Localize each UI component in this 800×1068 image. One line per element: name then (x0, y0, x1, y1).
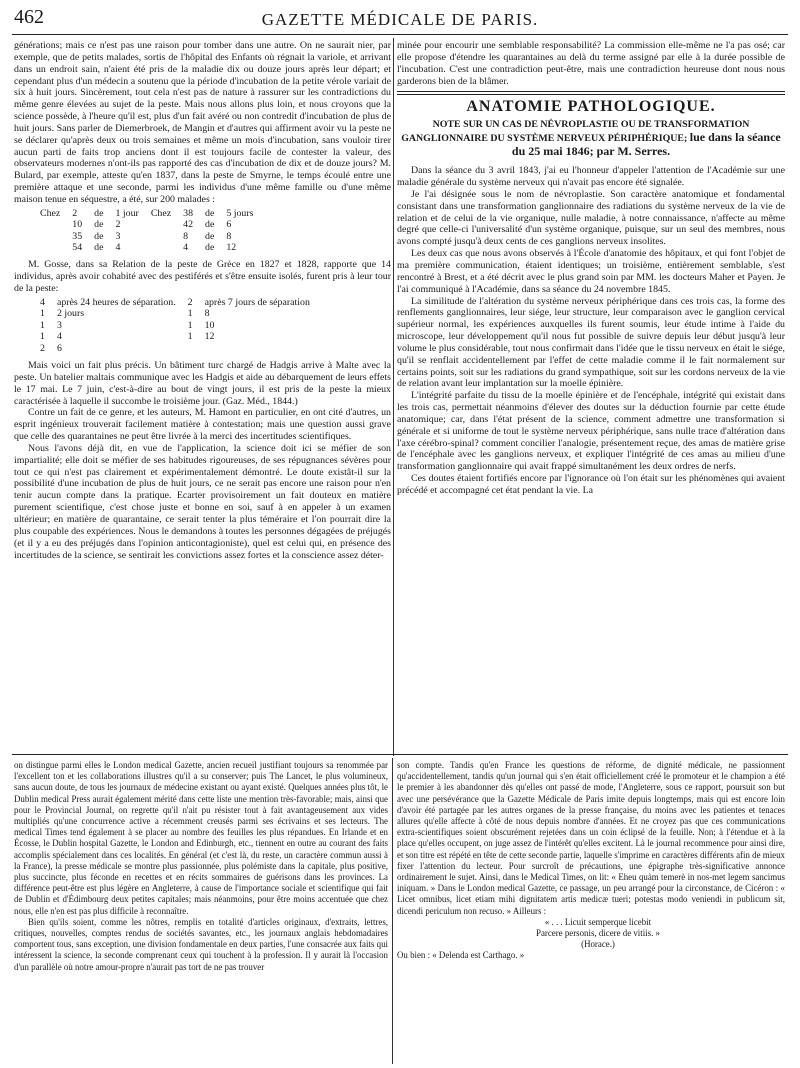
bulard-table-cell: de (94, 242, 104, 254)
bulard-table-row (34, 231, 259, 242)
bulard-table-cell (145, 231, 177, 242)
gosse-table-cell: 2 (187, 296, 193, 308)
right-paragraph-1: minée pour encourir une semblable responsabilité? La commission elle-même ne l'a pas osé; car elle propose d'étendre les quarantaines au delà du terme assigné par elle à la durée possible de l'incubation. C'est une contradiction peut-être, mais une contradiction heureuse dont nous nous garderons bien de la blâmer. (397, 40, 785, 87)
bulard-table-row (34, 219, 259, 230)
bulard-table-cell: de (205, 230, 215, 242)
right-paragraph-7: Ces doutes étaient fortifiés encore par l'ignorance où l'on était sur les phénomènes qui avaient précédé et accompagné cet état pendant la vie. La (397, 473, 785, 496)
gosse-table-row (34, 331, 316, 342)
bulard-table-cell: 12 (226, 242, 237, 254)
gosse-table-cell: 10 (204, 319, 215, 331)
left-paragraph-3: Mais voici un fait plus précis. Un bâtiment turc chargé de Hadgis arrive à Malte avec la peste. Un batelier maltais communique avec les Hadgis et aide au débarquement de leurs effets le 17 mai. Le 7 juin, c'est-à-dire au bout de vingt jours, il est pris de la peste la mieux caractérisée à laquelle il succombe le troisième jour. (Gaz. Méd., 1844.) (14, 360, 391, 407)
left-paragraph-4: Contre un fait de ce genre, et les auteurs, M. Hamont en particulier, en ont cité d'autres, un esprit ingénieux trouverait facilement matière à contestation; mais une question aussi grave que celle des quarantaines ne peut être livrée à la merci des incertitudes scientifiques. (14, 407, 391, 443)
bulard-table-cell: 42 (183, 219, 193, 231)
feuilleton-left-column (14, 760, 388, 1066)
feuilleton-closing: Ou bien : « Delenda est Carthago. » (397, 950, 525, 961)
page-number: 462 (14, 6, 44, 28)
gosse-table-cell: après 24 heures de séparation. (56, 296, 176, 308)
bulard-table-cell (145, 242, 177, 253)
left-paragraph-2: M. Gosse, dans sa Relation de la peste de Grèce en 1827 et 1828, rapporte que 14 individus, après avoir cohabité avec des pestiférés et s'être ensuite isolés, furent pris à leur tour de la peste: (14, 259, 391, 295)
bulard-table-cell: 4 (115, 242, 121, 254)
gosse-table-cell: 1 (40, 319, 45, 331)
note-title-line-2: lue dans la séance du 25 mai 1846; par M. Serres. (511, 130, 781, 159)
bulard-table-cell: de (94, 219, 104, 231)
gosse-table-cell (182, 343, 199, 354)
feuilleton-right-column (397, 760, 785, 1066)
section-title: ANATOMIE PATHOLOGIQUE. (466, 98, 716, 116)
feuilleton-paragraph-2: Bien qu'ils soient, comme les nôtres, remplis en totalité d'articles originaux, d'extraits, lettres, critiques, nouvelles, comptes rendus de sociétés savantes, etc., les journaux anglais hebdomadaires comportent tous, sans exception, une division fondamentale en deux parties, l'une consacrée aux faits qui intéressent la science, la seconde comprenant ceux qui touchent à la profession. Il y aurait là l'occasion d'un parallèle où notre amour-propre n'aurait pas tort de ne pas trouver (14, 916, 388, 972)
bulard-table-cell: de (205, 207, 215, 219)
bulard-table-cell (34, 219, 66, 230)
bulard-table-row (34, 208, 259, 219)
right-paragraph-6: L'intégrité parfaite du tissu de la moelle épinière et de l'encéphale, intégrité qui existait dans les trois cas, permettait néanmoins d'élever des doutes sur la déduction fournie par cette étude anatomique; car, dans l'état présent de la science, comment admettre une transformation si générale et si uniforme de tout le système nerveux périphérique, sans nulle trace d'altération dans l'axe cérébro-spinal? comment concilier l'analogie, présentement reçue, des amas de matière grise de l'encéphale avec les ganglions nerveux, et expliquer l'intégrité de ces amas au milieu d'une transformation ganglionnaire qui avait frappé simultanément les deux ordres de nerfs. (397, 390, 785, 473)
bulard-table-cell: de (205, 242, 215, 254)
quote-line-2: Parcere personis, dicere de vitiis. » (536, 928, 660, 939)
left-paragraph-1: générations; mais ce n'est pas une raison pour tomber dans une autre. On ne saurait nier, par exemple, que de petits malades, sortis de l'hôpital des Enfants où régnait la variole, et arrivant dans un endroit sain, n'aient été pris de la maladie dix ou douze jours après leur départ; et cependant plus d'un médecin a soutenu que la période d'incubation de la petite vérole variait de six à huit jours. Sincèrement, tout cela n'est pas de nature à rassurer sur les contradictions du même genre élevées au sujet de la peste. Mais nous allons plus loin, et nous croyons que la science possède, à l'heure qu'il est, plus d'un fait avéré ou non contredit d'incubation de plus de huit jours. Sans parler de Diemerbroek, de Mangin et d'autres qui affirment avoir vu la peste ne se déclarer qu'après deux ou trois semaines et même un mois d'incubation, sans vouloir tirer aucun parti de faits trop anciens dont il est toujours facile de contester la valeur, des observateurs modernes n'ont-ils pas rapporté des cas d'incubation de dix et de douze jours? M. Bulard, par exemple, atteste qu'en 1837, dans la peste de Smyrne, le temps écoulé entre une première attaque et une seconde, parmi les individus d'une même famille ou d'une même maison tenue en séquestre, a été, sur 200 malades : (14, 40, 391, 205)
incubation-table-bulard (34, 208, 259, 254)
incubation-table-gosse (34, 297, 316, 354)
bulard-table-cell: 2 (72, 207, 78, 219)
bulard-table-cell: 54 (72, 242, 83, 254)
bulard-table-cell: 10 (72, 219, 83, 231)
right-paragraph-5: La similitude de l'altération du système nerveux périphérique dans ces trois cas, la forme des renflements ganglionnaires, leur siége, leur structure, leur comparaison avec le ganglion cervical supérieur normal, les expériences auxquelles ils furent soumis, leur étude intime à l'aide du microscope, leur développement qu'il nous fut possible de suivre depuis leur début jusqu'à leur volume le plus considérable, tout nous confirmait dans l'idée que le tissu nerveux en était le siége, qu'il se renflait accidentellement par l'effet de cette maladie comme il le fait normalement sur certains points, soit sur les radiations du grand sympathique, soit sur les cordons nerveux de la vie de relation avant leur implantation sur la moelle épinière. (397, 295, 785, 390)
bulard-table-cell (34, 242, 66, 253)
left-paragraph-5: Nous l'avons déjà dit, en vue de l'application, la science doit ici se méfier de son impartialité; elle doit se méfier de ses habitudes rigoureuses, de ses répugnances sévères pour tout ce qui n'est pas clairement et expérimentalement démontré. Le doute existât-il sur la possibilité d'une incubation de plus de huit jours, ce ne serait pas encore une raison pour n'en tenir aucun compte dans la pratique. Ecarter provisoirement un fait douteux en matière purement scientifique, c'est chose juste et bonne en soi, sauf à en appeler à un examen ultérieur; en matière de quarantaine, ce serait tenter la plus téméraire et l'on pourrait dire la plus coupable des expériences. Nous le demandons à toutes les personnes dégagées de préjugés (et il y a eu des préjugés dans l'opinion anticontagioniste), quel est celui qui, en présence des incertitudes de la science, se sentirait les convictions assez fortes et la conscience assez déter- (14, 442, 391, 561)
gosse-table-cell: 4 (56, 331, 62, 343)
gosse-table-cell: après 7 jours de séparation (204, 296, 310, 308)
bulard-table-row (34, 242, 259, 253)
gosse-table-row (34, 297, 316, 308)
bulard-table-cell: de (205, 219, 215, 231)
bulard-table-cell: 38 (183, 207, 193, 219)
right-paragraph-3: Je l'ai désignée sous le nom de névroplastie. Son caractère anatomique et fondamental consistant dans une transformation ganglionnaire des radiations du système nerveux de la vie de relation et de celui de la vie organique, nulle maladie, à notre connaissance, n'affecte au même degré que celle-ci l'universalité d'un système organique, puisque, sur un seul des membres, nous avons compté jusqu'à deux cents de ces ganglions nerveux insolites. (397, 188, 785, 248)
quote-attribution: (Horace.) (581, 939, 615, 950)
gosse-table-row (34, 308, 316, 319)
gosse-table-cell: 4 (40, 296, 45, 308)
bulard-table-cell: 5 jours (226, 207, 254, 219)
gosse-table-cell: 1 (40, 331, 45, 343)
note-title (397, 119, 785, 159)
right-column (397, 40, 785, 750)
gosse-table-cell: 2 (40, 342, 45, 354)
right-paragraph-2: Dans la séance du 3 avril 1843, j'ai eu l'honneur d'appeler l'attention de l'Académie sur une maladie générale du système nerveux qui n'avait pas encore été signalée. (397, 165, 785, 189)
gosse-table-cell: 3 (56, 319, 62, 331)
bulard-table-cell: 6 (226, 219, 232, 231)
gosse-table-row (34, 343, 316, 354)
gosse-table-cell: 8 (204, 308, 210, 320)
bulard-table-cell (34, 231, 66, 242)
bulard-table-cell: Chez (40, 207, 61, 219)
gosse-table-cell: 2 jours (56, 308, 85, 320)
bulard-table-cell: 35 (72, 230, 83, 242)
left-column (14, 40, 391, 750)
gosse-table-cell: 1 (187, 331, 193, 343)
feuilleton-rule (12, 754, 788, 755)
bulard-table-cell: 2 (115, 219, 121, 231)
bulard-table-cell: Chez (150, 207, 172, 219)
gosse-table-cell: 1 (187, 308, 193, 320)
bulard-table-cell: de (94, 230, 104, 242)
gosse-table-cell: 1 (40, 308, 45, 320)
quote-line-1: « . . . Licuit semperque licebit (544, 916, 652, 927)
running-title: GAZETTE MÉDICALE DE PARIS. (261, 10, 539, 29)
bulard-table-cell: 4 (183, 242, 189, 254)
column-divider (393, 38, 394, 756)
feuilleton-divider (392, 758, 393, 1064)
bulard-table-cell: 8 (226, 230, 232, 242)
gosse-table-cell: 6 (56, 342, 62, 354)
bulard-table-cell: de (94, 207, 104, 219)
right-paragraph-4: Les deux cas que nous avons observés à l'École d'anatomie des hôpitaux, et qui font l'objet de ma première communication, étaient identiques; un troisième, entièrement semblable, s'est rencontré à Brest, et a été décrit avec le plus grand soin par MM. les docteurs Maher et Payen. Je l'ai communiqué à l'Académie, dans sa séance du 24 novembre 1845. (397, 248, 785, 295)
feuilleton-paragraph-1: on distingue parmi elles le London medical Gazette, ancien recueil justifiant toujours sa renommée par l'excellent ton et les collaborations illustres qu'il a su conserver; puis The Lancet, le plus volumineux, sans aucun doute, de tous les journaux de médecine existant ou ayant existé. Quelques années plus tôt, le Dublin medical Press aurait également mérité dans cette liste une mention très-favorable; mais, ainsi que pour le Provincial Journal, on regrette qu'il n'ait pu résister tout à fait avantageusement aux vides multipliés qu'une concurrence active a récemment creusés parmi ses écrivains et ses lecteurs. The medical Times tend également à se placer au nombre des feuilles les plus répandues. En Irlande et en Écosse, le Dublin hospital Gazette, le London and Edinburgh, etc., tiennent en outre au courant des faits accomplis spécialement dans ces localités. En général (et c'est là, du reste, un caractère commun aussi à la France), la presse médicale se montre plus passionnée, plus polémiste dans la capitale, plus positive, plus succincte, plus féconde en recettes et en récits sommaires de guérisons dans les provinces. La différence peut-être est plus légère en Angleterre, à cause de l'importance sociale et scientifique qui fait de Dublin et d'Édimbourg deux petites capitales; mais néanmoins, pour être moins accentuée que chez nous, elle n'en est pas plus difficile à reconnaître. (14, 760, 388, 916)
bulard-table-cell (145, 219, 177, 230)
gosse-table-row (34, 320, 316, 331)
feuilleton-paragraph-3: son compte. Tandis qu'en France les questions de réforme, de dignité médicale, ne passionnent qu'accidentellement, tandis qu'un journal qui s'en était officiellement créé le promoteur et le champion a été le premier à les abandonner dès qu'elles ont passé de mode, l'Angleterre, sous ce rapport, poursuit son but avec une persévérance que la Gazette Médicale de Paris imite depuis longtemps, mais qui est encore loin d'avoir été partagée par les autres organes de la presse française, du moins avec les patientes et tenaces allures qu'elle affecte à côté de nous depuis nombre d'années. Et ne croyez pas que ces communications extra-scientifiques soient obscurément rejetées dans un coin éclipsé de la feuille. Non; à l'étendue et à la place qu'elles occupent, on juge assez de l'intérêt qu'elles excitent. Là le journal recommence pour ainsi dire, et son titre est répété en tête de cette seconde partie, laquelle s'imprime en caractères différents afin de mieux fixer l'attention du lecteur. Pour surcroît de précautions, une épigraphe très-significative annonce ordinairement le sujet. Ainsi, dans le Medical Times, on lit: « Eheu quàm temerè in nos-met legem sancimus iniquam. » Dans le London medical Gazette, ce passage, un peu arrangé pour la circonstance, de Cicéron : « Licet omnibus, licet etiam mihi dignitatem artis medicæ tueri; potestas modo veniendi in publicum sit, dicendi periculum non recuso. » Ailleurs : (397, 760, 785, 916)
gosse-table-cell: 1 (187, 319, 193, 331)
gosse-table-cell (199, 343, 316, 354)
bulard-table-cell: 1 jour (115, 207, 139, 219)
top-rule (12, 34, 788, 35)
gosse-table-cell: 12 (204, 331, 215, 343)
section-rule (397, 91, 785, 95)
bulard-table-cell: 3 (115, 230, 121, 242)
note-title-line-1: NOTE SUR UN CAS DE NÉVROPLASTIE OU DE TRANSFORMATION GANGLIONNAIRE DU SYSTÈME NERVEUX PÉRIPHÉRIQUE; (401, 119, 750, 145)
bulard-table-cell: 8 (183, 230, 189, 242)
